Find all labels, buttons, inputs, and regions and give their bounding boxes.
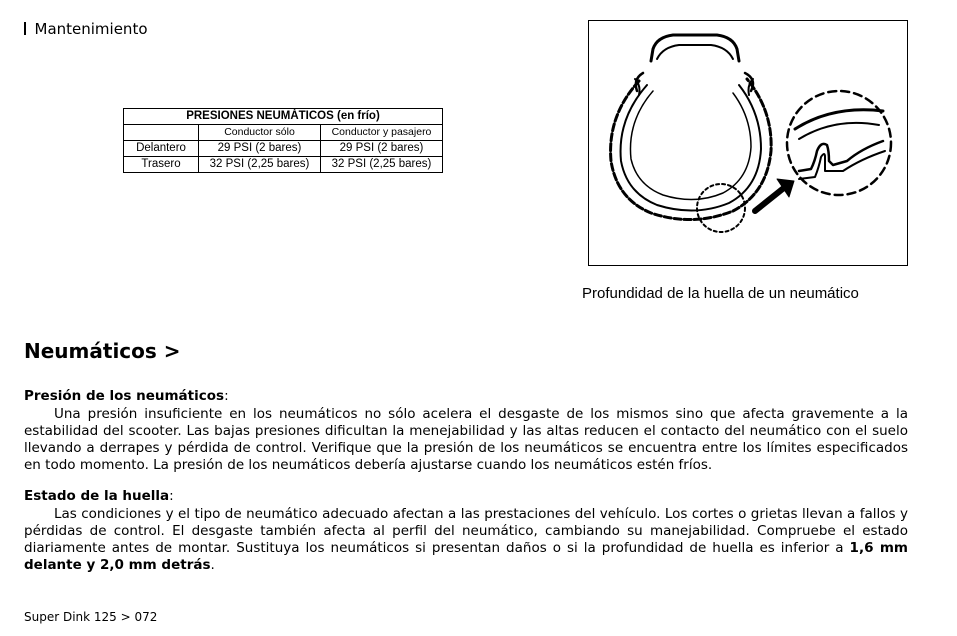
subheading-colon: : <box>224 388 229 404</box>
paragraph-tread-text: Las condiciones y el tipo de neumático adecuado afectan a las prestaciones del vehículo. Los cortes o grietas llevan a fallos y pérdidas de control. El desgaste también afecta al perfil del neumático, cambiando su manejabilidad. Compruebe el estado diariamente antes de montar. Sustituya los neumáticos si presentan daños o si la profundidad de huella es inferior a <box>24 506 908 556</box>
section-header-bar <box>24 22 26 35</box>
page-footer: Super Dink 125 > 072 <box>24 610 158 624</box>
table-corner-cell <box>124 125 199 141</box>
column-header: Conductor y pasajero <box>321 125 443 141</box>
tire-figure <box>588 20 908 266</box>
tread-depth-limits: 1,6 mm delante y 2,0 mm detrás <box>24 540 908 573</box>
section-header <box>24 20 148 38</box>
paragraph-pressure: Una presión insuficiente en los neumáticos no sólo acelera el desgaste de los mismos sino que afecta gravemente a la estabilidad del scooter. Las bajas presiones dificultan la menejabilidad y las altas reducen el contacto del neumático con el suelo llevando a derrapes y pérdida de control. Verifique que la presión de los neumáticos se encuentra entre los límites especificados en todo momento. La presión de los neumáticos debería ajustarse cuando los neumáticos estén fríos. <box>24 406 908 473</box>
section-title: Mantenimiento <box>34 20 148 38</box>
subheading-pressure-label: Presión de los neumáticos <box>24 388 225 404</box>
column-header: Conductor sólo <box>199 125 321 141</box>
paragraph-tread-end: . <box>210 557 215 573</box>
table-title: PRESIONES NEUMÁTICOS (en frío) <box>124 109 443 125</box>
table-cell: 32 PSI (2,25 bares) <box>199 157 321 173</box>
row-label: Delantero <box>124 141 199 157</box>
table-header-row <box>124 125 443 141</box>
figure-caption: Profundidad de la huella de un neumático <box>582 285 859 302</box>
page-heading: Neumáticos > <box>24 339 181 363</box>
row-label: Trasero <box>124 157 199 173</box>
tire-tread-illustration <box>589 21 907 265</box>
subheading-colon: : <box>169 488 174 504</box>
table-cell: 29 PSI (2 bares) <box>199 141 321 157</box>
table-cell: 29 PSI (2 bares) <box>321 141 443 157</box>
table-row <box>124 157 443 173</box>
table-cell: 32 PSI (2,25 bares) <box>321 157 443 173</box>
table-title-row <box>124 109 443 125</box>
subheading-tread-label: Estado de la huella <box>24 488 170 504</box>
paragraph-tread <box>24 506 908 574</box>
table-row <box>124 141 443 157</box>
subheading-tread <box>24 488 174 504</box>
pressure-table <box>123 108 443 173</box>
subheading-pressure <box>24 388 229 404</box>
